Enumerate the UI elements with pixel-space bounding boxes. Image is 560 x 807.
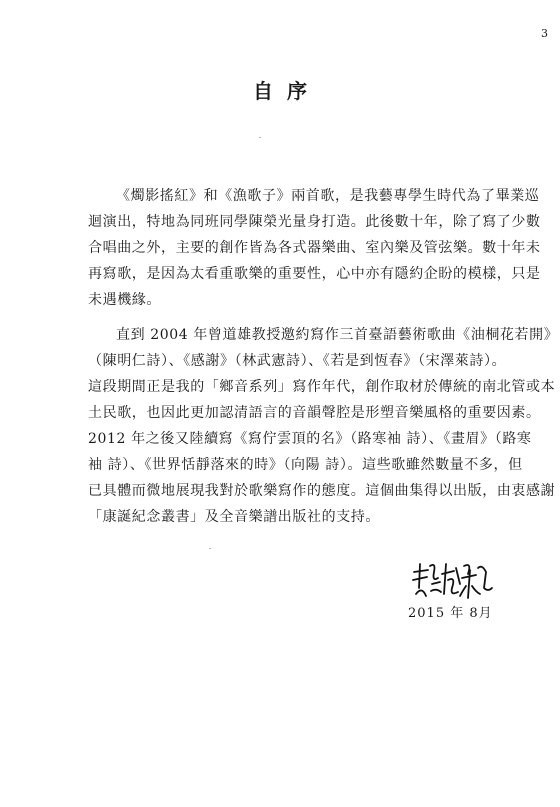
text-line: 這段期間正是我的「鄉音系列」寫作年代，創作取材於傳統的南北管或本 — [88, 379, 556, 395]
paragraph-body — [88, 322, 559, 530]
text-line: 直到 2004 年曾道雄教授邀約寫作三首臺語藝術歌曲《油桐花若開》 — [116, 327, 559, 343]
text-line: 土民歌，也因此更加認清語言的音韻聲腔是形塑音樂風格的重要因素。 — [88, 405, 541, 421]
date: 2015 年 8月 — [408, 606, 493, 621]
page-title: 自序 — [253, 79, 321, 103]
text-line: 已具體而微地展現我對於歌樂寫作的態度。這個曲集得以出版，由衷感謝 — [88, 483, 556, 499]
text-line: 「康誕紀念叢書」及全音樂譜出版社的支持。 — [88, 509, 380, 525]
text-line: （陳明仁詩）、《感謝》（林武憲詩）、《若是到恆春》（宋澤萊詩）。 — [88, 353, 507, 369]
text-line: 再寫歌，是因為太看重歌樂的重要性，心中亦有隱約企盼的模樣，只是 — [88, 266, 541, 282]
text-line: 合唱曲之外，主要的創作皆為各式器樂曲、室內樂及管弦樂。數十年未 — [88, 240, 541, 256]
text-line: 袖 詩）、《世界恬靜落來的時》（向陽 詩）。這些歌雖然數量不多，但 — [88, 457, 523, 473]
text-line: 《燭影搖紅》和《漁歌子》兩首歌，是我藝專學生時代為了畢業巡 — [116, 188, 540, 204]
handwritten-signature — [410, 558, 494, 602]
paragraph-intro — [88, 183, 541, 313]
text-line: 2012 年之後又陸續寫《寫佇雲頂的名》（路寒袖 詩）、《畫眉》（路寒 — [88, 431, 532, 447]
text-line: 迴演出，特地為同班同學陳榮光量身打造。此後數十年，除了寫了少數 — [88, 214, 541, 230]
scan-speck — [209, 548, 211, 549]
scan-speck — [259, 137, 261, 138]
text-line: 未遇機緣。 — [88, 292, 161, 308]
page-number: 3 — [541, 27, 548, 40]
